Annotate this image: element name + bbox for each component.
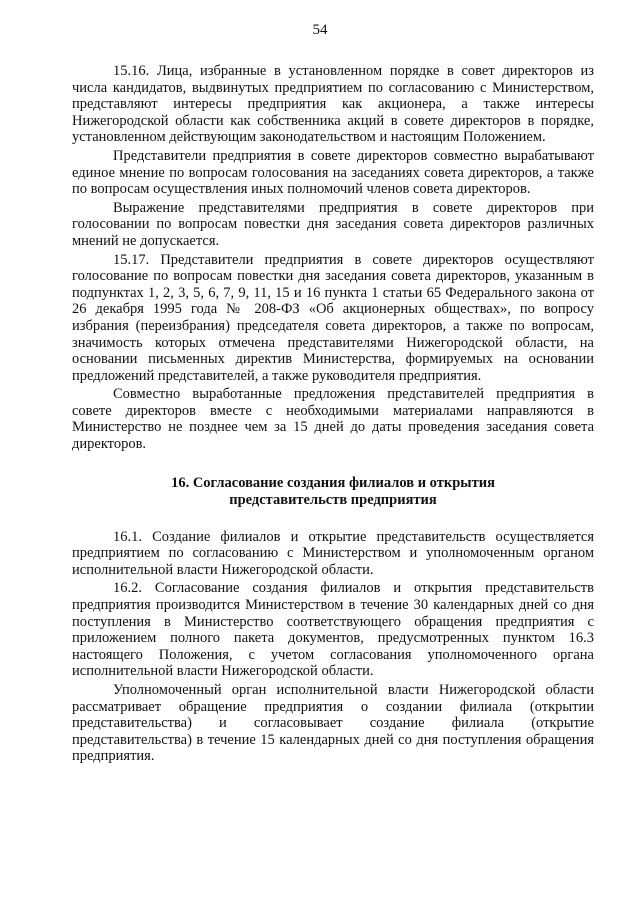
paragraph-15-17: 15.17. Представители предприятия в совете директоров осуществляют голосование по вопросам повестки дня заседания совета директоров, указанным в подпунктах 1, 2, 3, 5, 6, 7, 9, 11, 15 и 16 пункта 1 статьи 65 Федерального закона от 26 декабря 1995 года № 208-ФЗ «Об акционерных обществах», по вопросу избрания (переизбрания) председателя совета директоров, а также по вопросам, значимость которых отмечена представителями Нижегородской области, на основании письменных директив Министерства, формируемых на основании предложений представителей, а также руководителя предприятия.	[72, 251, 594, 384]
paragraph-15-16: 15.16. Лица, избранные в установленном порядке в совет директоров из числа кандидатов, выдвинутых предприятием по согласованию с Министерством, представляют интересы предприятия как акционера, а также интересы Нижегородской области как собственника акций в совете директоров в порядке, установленном действующим законодательством и настоящим Положением.	[72, 63, 594, 146]
section-heading-16	[72, 475, 594, 509]
document-body	[72, 63, 594, 765]
paragraph-joint-proposals: Совместно выработанные предложения представителей предприятия в совете директоров вместе с необходимыми материалами направляются в Министерство не позднее чем за 15 дней до даты проведения заседания совета директоров.	[72, 386, 594, 453]
paragraph-16-2: 16.2. Согласование создания филиалов и открытия представительств предприятия производится Министерством в течение 30 календарных дней со дня поступления в Министерство соответствующего обращения предприятия с приложением полного пакета документов, предусмотренных пунктом 16.3 настоящего Положения, с учетом согласования уполномоченного органа исполнительной власти Нижегородской области.	[72, 580, 594, 680]
paragraph-16-1: 16.1. Создание филиалов и открытие представительств осуществляется предприятием по согласованию с Министерством и уполномоченным органом исполнительной власти Нижегородской области.	[72, 528, 594, 578]
section-heading-line-2: представительств предприятия	[229, 491, 437, 508]
page-number: 54	[312, 22, 328, 38]
paragraph-no-different-opinions: Выражение представителями предприятия в совете директоров при голосовании по вопросам повестки дня заседания совета директоров различных мнений не допускается.	[72, 199, 594, 249]
paragraph-authorized-body: Уполномоченный орган исполнительной власти Нижегородской области рассматривает обращение предприятия о создании филиала (открытии представительства) и согласовывает создание филиала (открытие представительства) в течение 15 календарных дней со дня поступления обращения предприятия.	[72, 682, 594, 765]
section-heading-line-1: 16. Согласование создания филиалов и открытия	[171, 474, 495, 491]
paragraph-representatives-opinion: Представители предприятия в совете директоров совместно вырабатывают единое мнение по вопросам голосования на заседаниях совета директоров, а также по вопросам осуществления иных полномочий членов совета директоров.	[72, 147, 594, 198]
